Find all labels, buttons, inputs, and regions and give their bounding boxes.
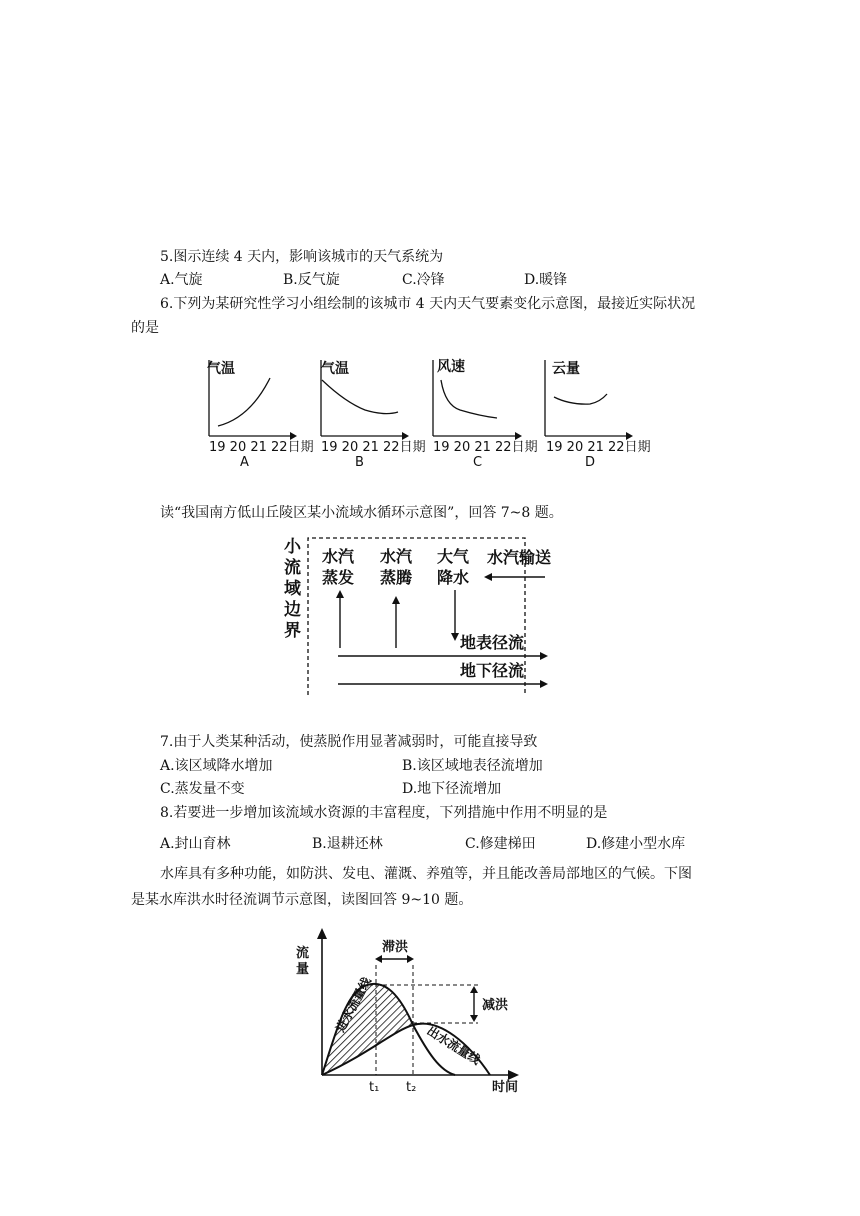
q6-chart-b bbox=[321, 360, 426, 470]
label-evaporation-1: 水汽 bbox=[322, 547, 355, 566]
chart-c-xaxis: 19 20 21 22日期 bbox=[433, 440, 538, 455]
q6-stem-line1: 6.下列为某研究性学习小组绘制的该城市 4 天内天气要素变化示意图，最接近实际状况 bbox=[160, 296, 696, 312]
boundary-char-1: 小 bbox=[284, 537, 301, 557]
boundary-char-2: 流 bbox=[284, 558, 301, 578]
chart-b-letter: B bbox=[355, 455, 364, 470]
label-vapor-transport: 水汽输送 bbox=[487, 548, 552, 567]
reservoir-diagram bbox=[0, 925, 860, 1100]
label-reduce: 减洪 bbox=[482, 998, 509, 1013]
label-delay: 滞洪 bbox=[382, 940, 409, 955]
label-underground-runoff: 地下径流 bbox=[460, 661, 525, 680]
q8-option-c: C.修建梯田 bbox=[465, 836, 536, 852]
q6-chart-a bbox=[207, 360, 314, 470]
boundary-char-3: 域 bbox=[284, 579, 301, 599]
q7-option-b: B.该区域地表径流增加 bbox=[402, 758, 543, 774]
q5-option-a: A.气旋 bbox=[160, 272, 203, 288]
chart-d-letter: D bbox=[585, 455, 596, 470]
chart-d-curve bbox=[554, 394, 607, 404]
q8-option-b: B.退耕还林 bbox=[312, 836, 383, 852]
chart-b-xaxis: 19 20 21 22日期 bbox=[321, 440, 426, 455]
water-cycle-diagram bbox=[0, 530, 860, 710]
q8-option-d: D.修建小型水库 bbox=[586, 836, 686, 852]
q6-chart-c bbox=[433, 358, 538, 470]
chart-c-ylabel: 风速 bbox=[437, 359, 465, 375]
boundary-char-4: 边 bbox=[284, 600, 301, 620]
q8-option-a: A.封山育林 bbox=[160, 836, 231, 852]
chart-d-ylabel: 云量 bbox=[552, 361, 580, 377]
ylabel-char-2: 量 bbox=[296, 962, 310, 977]
chart-a-curve bbox=[218, 378, 270, 426]
label-outflow: 出水流量线 bbox=[424, 1023, 483, 1068]
label-t1: t₁ bbox=[369, 1080, 380, 1095]
q5-option-d: D.暖锋 bbox=[524, 272, 568, 288]
q7-stem: 7.由于人类某种活动，使蒸脱作用显著减弱时，可能直接导致 bbox=[160, 734, 538, 750]
chart-b-ylabel: 气温 bbox=[321, 361, 349, 377]
intro-7-8: 读“我国南方低山丘陵区某小流域水循环示意图”，回答 7~8 题。 bbox=[160, 505, 563, 521]
q7-option-c: C.蒸发量不变 bbox=[160, 781, 245, 797]
xlabel: 时间 bbox=[492, 1080, 519, 1095]
label-precipitation-1: 大气 bbox=[437, 547, 470, 566]
q5-stem: 5.图示连续 4 天内，影响该城市的天气系统为 bbox=[160, 249, 444, 265]
chart-c-curve bbox=[441, 380, 497, 418]
chart-c-letter: C bbox=[473, 455, 483, 470]
q7-option-a: A.该区域降水增加 bbox=[160, 758, 273, 774]
q5-option-b: B.反气旋 bbox=[283, 272, 340, 288]
label-transpiration-2: 蒸腾 bbox=[380, 568, 413, 587]
chart-d-xaxis: 19 20 21 22日期 bbox=[546, 440, 651, 455]
ylabel-char-1: 流 bbox=[296, 946, 310, 961]
intro-9-10-line2: 是某水库洪水时径流调节示意图，读图回答 9~10 题。 bbox=[131, 892, 473, 908]
q8-stem: 8.若要进一步增加该流域水资源的丰富程度，下列措施中作用不明显的是 bbox=[160, 805, 608, 821]
label-evaporation-2: 蒸发 bbox=[322, 568, 355, 587]
chart-a-letter: A bbox=[240, 455, 249, 470]
chart-b-curve bbox=[322, 380, 398, 414]
q6-chart-d bbox=[545, 360, 651, 470]
label-precipitation-2: 降水 bbox=[437, 568, 470, 587]
label-transpiration-1: 水汽 bbox=[380, 547, 413, 566]
q5-option-c: C.冷锋 bbox=[402, 272, 445, 288]
label-t2: t₂ bbox=[406, 1080, 417, 1095]
label-surface-runoff: 地表径流 bbox=[460, 633, 525, 652]
label-inflow: 进水流量线 bbox=[333, 974, 374, 1035]
boundary-char-5: 界 bbox=[284, 621, 301, 641]
q7-option-d: D.地下径流增加 bbox=[402, 781, 502, 797]
q6-stem-line2: 的是 bbox=[131, 320, 159, 336]
chart-a-xaxis: 19 20 21 22日期 bbox=[209, 440, 314, 455]
intro-9-10-line1: 水库具有多种功能，如防洪、发电、灌溉、养殖等，并且能改善局部地区的气候。下图 bbox=[160, 866, 692, 882]
chart-a-ylabel: 气温 bbox=[207, 361, 235, 377]
q6-charts bbox=[0, 350, 860, 480]
